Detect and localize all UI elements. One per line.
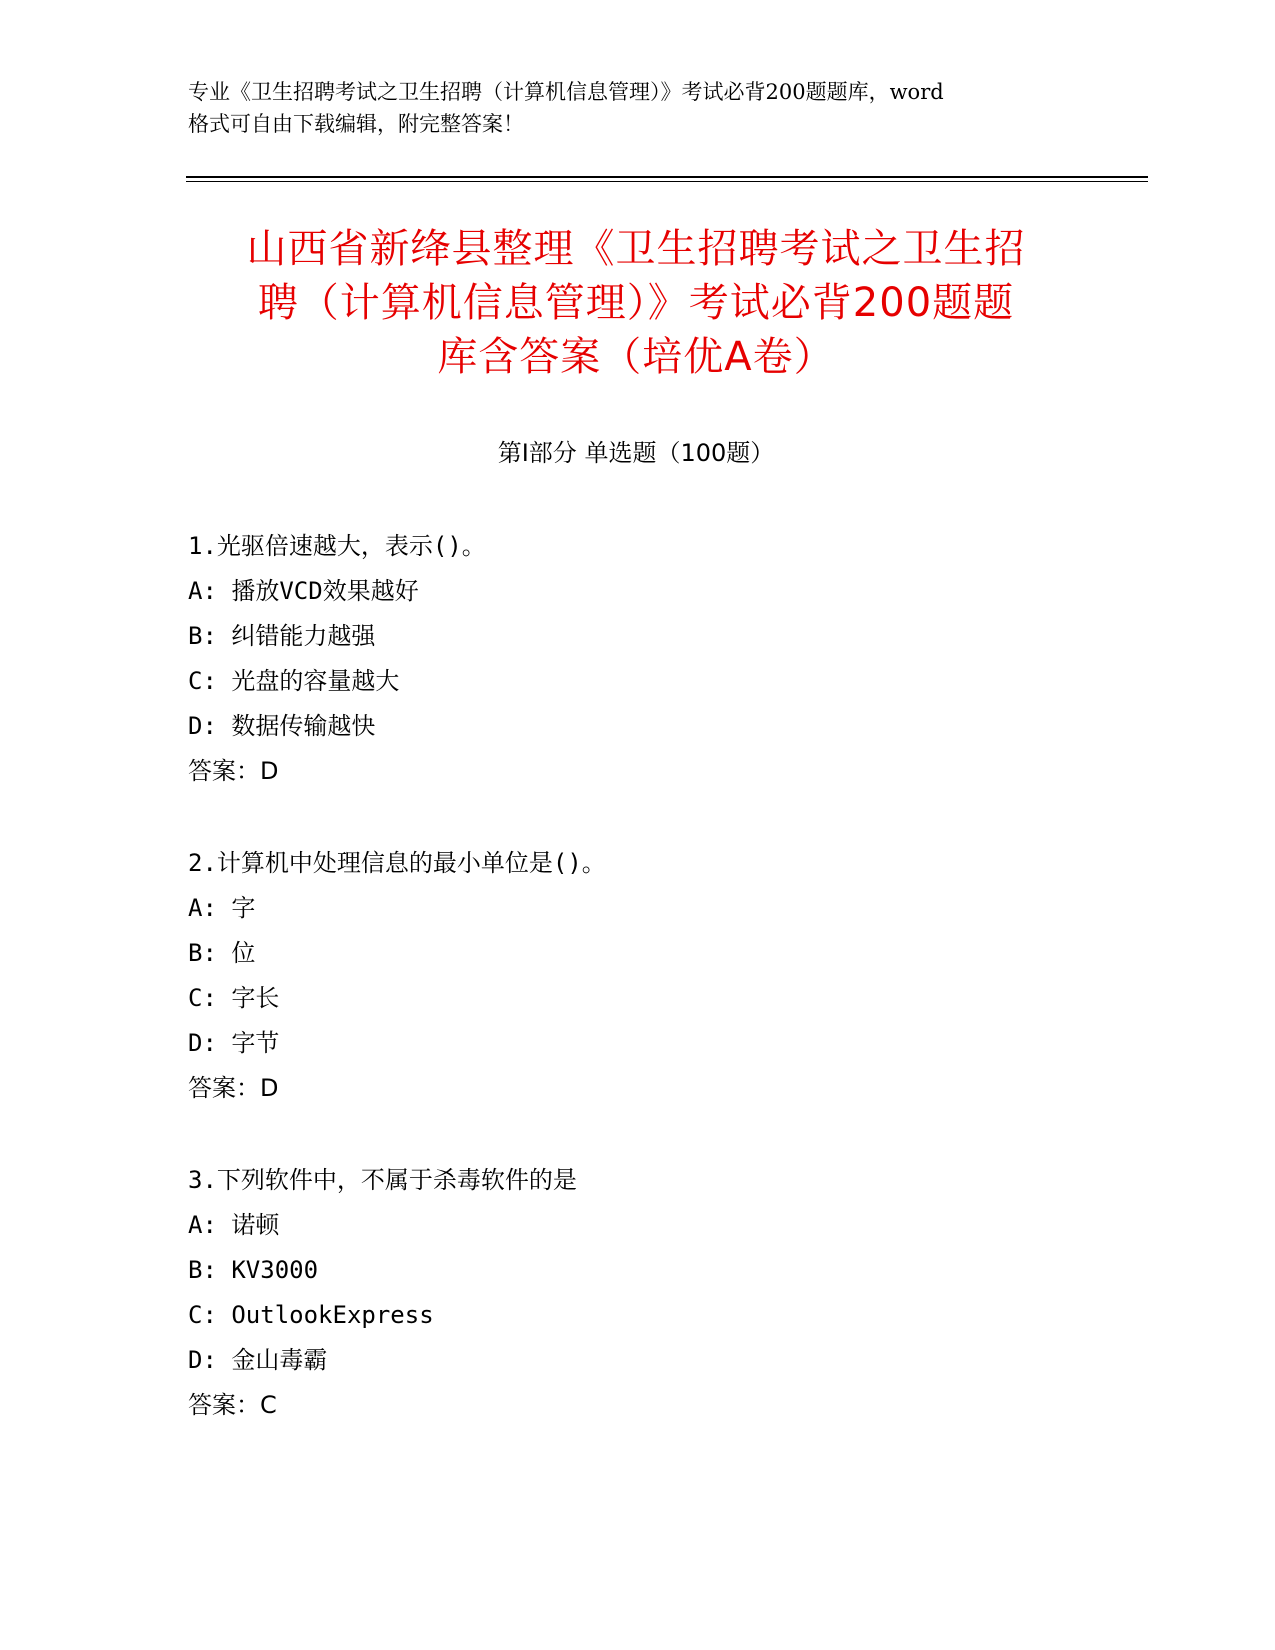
question-block [188,524,1088,794]
document-title [186,222,1086,384]
option-d: D: 数据传输越快 [188,712,376,740]
answer-line: 答案：C [188,1391,277,1419]
document-title-line: 山西省新绛县整理《卫生招聘考试之卫生招 [246,226,1026,272]
question-block [188,1158,1088,1428]
question-block [188,841,1088,1111]
header-divider-thin [186,181,1148,182]
option-d: D: 金山毒霸 [188,1346,328,1374]
option-c: C: OutlookExpress [188,1301,434,1329]
question-stem: 3.下列软件中，不属于杀毒软件的是 [188,1166,577,1194]
header-note-line: 专业《卫生招聘考试之卫生招聘（计算机信息管理）》考试必背200题题库，word [188,80,944,104]
header-note-line: 格式可自由下载编辑，附完整答案！ [188,112,524,136]
question-stem: 1.光驱倍速越大，表示()。 [188,532,486,560]
option-b: B: 纠错能力越强 [188,622,376,650]
section-title: 第Ⅰ部分 单选题（100题） [497,439,775,467]
answer-line: 答案：D [188,1074,279,1102]
document-title-line: 库含答案（培优A卷） [437,334,835,380]
question-stem: 2.计算机中处理信息的最小单位是()。 [188,849,606,877]
option-a: A: 播放VCD效果越好 [188,577,419,605]
header-divider-thick [186,176,1148,178]
header-note [188,76,1088,140]
option-a: A: 诺顿 [188,1211,280,1239]
option-c: C: 字长 [188,984,280,1012]
document-title-line: 聘（计算机信息管理）》考试必背200题题 [257,280,1015,326]
option-d: D: 字节 [188,1029,280,1057]
answer-line: 答案：D [188,757,279,785]
option-a: A: 字 [188,894,256,922]
option-b: B: 位 [188,939,256,967]
option-c: C: 光盘的容量越大 [188,667,400,695]
option-b: B: KV3000 [188,1256,319,1284]
